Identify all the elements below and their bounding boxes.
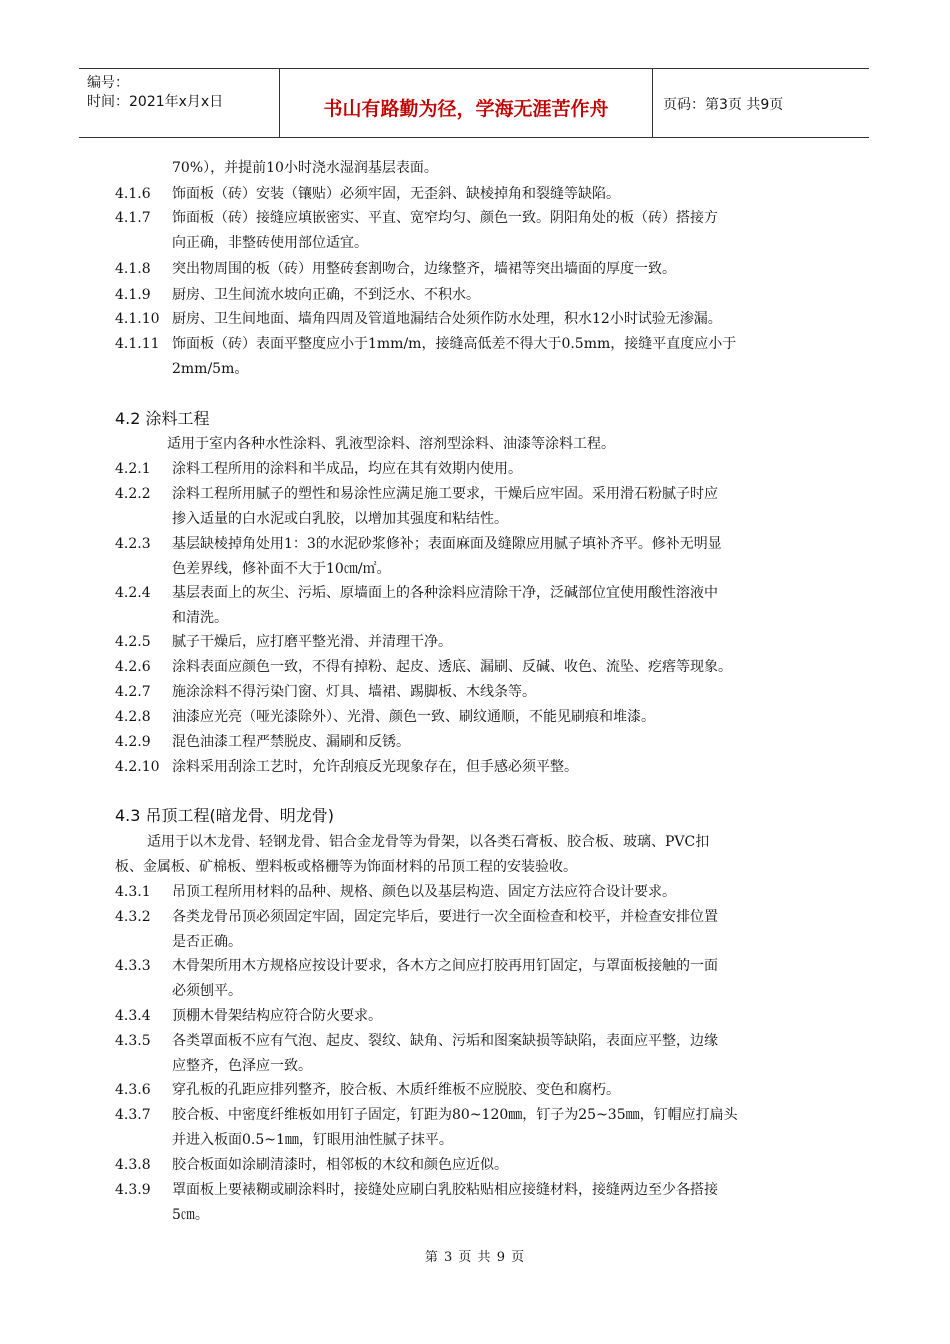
clause-text: 2mm/5m。	[172, 360, 249, 377]
clause-text: 饰面板（砖）接缝应填嵌密实、平直、宽窄均匀、颜色一致。阴阳角处的板（砖）搭接方	[172, 210, 718, 226]
clause-number: 4.2.1	[115, 461, 151, 477]
clause-text: 顶棚木骨架结构应符合防火要求。	[172, 1008, 382, 1024]
clause-number: 4.1.8	[115, 261, 151, 277]
clause-number: 4.3.4	[115, 1008, 151, 1024]
clause-text: 胶合板、中密度纤维板如用钉子固定，钉距为80~120㎜，钉子为25~35㎜，钉帽应打扁头	[172, 1107, 738, 1123]
clause-number: 4.2.7	[115, 684, 151, 700]
clause-number: 4.2.5	[115, 634, 151, 650]
clause-text: 和清洗。	[172, 609, 228, 626]
clause-number: 4.2.6	[115, 659, 151, 675]
doc-date-label: 时间：2021年x月x日	[87, 94, 224, 110]
clause-text: 色差界线，修补面不大于10㎝/㎡。	[172, 560, 391, 577]
section-heading: 4.2 涂料工程	[115, 409, 210, 428]
header-motto-cell	[280, 69, 653, 137]
clause-text: 涂料表面应颜色一致，不得有掉粉、起皮、透底、漏刷、反碱、收色、流坠、疙瘩等现象。	[172, 659, 732, 675]
section-heading: 4.3 吊顶工程(暗龙骨、明龙骨)	[115, 806, 335, 825]
clause-number: 4.1.11	[115, 336, 160, 352]
clause-number: 4.1.9	[115, 287, 151, 303]
clause-text: 各类罩面板不应有气泡、起皮、裂纹、缺角、污垢和图案缺损等缺陷，表面应平整，边缘	[172, 1033, 718, 1049]
doc-number-label: 编号：	[87, 75, 129, 91]
clause-number: 4.3.1	[115, 884, 151, 900]
page-header	[79, 68, 869, 138]
clause-text: 涂料采用刮涂工艺时，允许刮痕反光现象存在，但手感必须平整。	[172, 759, 578, 775]
clause-text: 木骨架所用木方规格应按设计要求，各木方之间应打胶再用钉固定，与罩面板接触的一面	[172, 958, 718, 974]
clause-text: 应整齐，色泽应一致。	[172, 1057, 312, 1074]
clause-text: 涂料工程所用腻子的塑性和易涂性应满足施工要求，干燥后应牢固。采用滑石粉腻子时应	[172, 486, 718, 502]
clause-text: 涂料工程所用的涂料和半成品，均应在其有效期内使用。	[172, 461, 522, 477]
clause-text: 饰面板（砖）安装（镶贴）必须牢固，无歪斜、缺棱掉角和裂缝等缺陷。	[172, 186, 620, 202]
clause-text: 施涂涂料不得污染门窗、灯具、墙裙、踢脚板、木线条等。	[172, 684, 536, 700]
clause-number: 4.1.6	[115, 186, 151, 202]
clause-text: 混色油漆工程严禁脱皮、漏刷和反锈。	[172, 734, 410, 750]
clause-text: 厨房、卫生间流水坡向正确，不到泛水、不积水。	[172, 287, 480, 303]
clause-number: 4.2.2	[115, 486, 151, 502]
section-intro: 适用于室内各种水性涂料、乳液型涂料、溶剂型涂料、油漆等涂料工程。	[167, 436, 615, 452]
clause-number: 4.3.8	[115, 1157, 151, 1173]
clause-text: 厨房、卫生间地面、墙角四周及管道地漏结合处须作防水处理，积水12小时试验无渗漏。	[172, 311, 722, 327]
header-motto: 书山有路勤为径，学海无涯苦作舟	[323, 98, 609, 120]
clause-text: 是否正确。	[172, 933, 242, 950]
clause-text: 突出物周围的板（砖）用整砖套割吻合，边缘整齐，墙裙等突出墙面的厚度一致。	[172, 261, 676, 277]
page-footer: 第 3 页 共 9 页	[424, 1250, 526, 1265]
clause-text: 饰面板（砖）表面平整度应小于1mm/m，接缝高低差不得大于0.5mm，接缝平直度应小于	[172, 336, 737, 352]
clause-text: 罩面板上要裱糊或刷涂料时，接缝处应刷白乳胶粘贴相应接缝材料，接缝两边至少各搭接	[172, 1182, 718, 1198]
clause-text: 腻子干燥后，应打磨平整光滑、并清理干净。	[172, 634, 452, 650]
clause-text: 基层表面上的灰尘、污垢、原墙面上的各种涂料应清除干净，泛碱部位宜使用酸性溶液中	[172, 585, 718, 601]
clause-number: 4.2.8	[115, 709, 151, 725]
clause-number: 4.3.6	[115, 1082, 151, 1098]
clause-number: 4.2.4	[115, 585, 151, 601]
clause-number: 4.3.9	[115, 1182, 151, 1198]
clause-text: 胶合板面如涂刷清漆时，相邻板的木纹和颜色应近似。	[172, 1157, 508, 1173]
section-intro: 板、金属板、矿棉板、塑料板或格栅等为饰面材料的吊顶工程的安装验收。	[115, 858, 577, 875]
clause-text: 掺入适量的白水泥或白乳胶，以增加其强度和粘结性。	[172, 510, 508, 527]
clause-text: 油漆应光亮（哑光漆除外）、光滑、颜色一致、刷纹通顺，不能见刷痕和堆漆。	[172, 709, 655, 725]
clause-number: 4.3.7	[115, 1107, 151, 1123]
header-meta-cell	[79, 69, 280, 137]
clause-number: 4.3.5	[115, 1033, 151, 1049]
clause-text: 穿孔板的孔距应排列整齐，胶合板、木质纤维板不应脱胶、变色和腐朽。	[172, 1082, 620, 1098]
clause-number: 4.2.9	[115, 734, 151, 750]
clause-text: 各类龙骨吊顶必须固定牢固，固定完毕后，要进行一次全面检查和校平，并检查安排位置	[172, 909, 718, 925]
section-intro: 适用于以木龙骨、轻钢龙骨、铝合金龙骨等为骨架，以各类石膏板、胶合板、玻璃、PVC扣	[147, 834, 710, 850]
clause-text: 基层缺棱掉角处用1：3的水泥砂浆修补；表面麻面及缝隙应用腻子填补齐平。修补无明显	[172, 536, 722, 552]
clause-number: 4.3.3	[115, 958, 151, 974]
header-page-cell	[653, 69, 869, 137]
clause-text: 并进入板面0.5~1㎜，钉眼用油性腻子抹平。	[172, 1131, 453, 1148]
clause-number: 4.2.3	[115, 536, 151, 552]
clause-text: 5㎝。	[172, 1206, 209, 1223]
clause-number: 4.2.10	[115, 759, 160, 775]
clause-text: 吊顶工程所用材料的品种、规格、颜色以及基层构造、固定方法应符合设计要求。	[172, 884, 676, 900]
clause-number: 4.1.10	[115, 311, 160, 327]
clause-number: 4.1.7	[115, 210, 151, 226]
continued-text: 70%），并提前10小时浇水湿润基层表面。	[172, 160, 438, 176]
clause-number: 4.3.2	[115, 909, 151, 925]
header-page-number: 页码：第3页 共9页	[663, 97, 784, 113]
clause-text: 向正确，非整砖使用部位适宜。	[172, 234, 368, 251]
clause-text: 必须刨平。	[172, 982, 242, 999]
